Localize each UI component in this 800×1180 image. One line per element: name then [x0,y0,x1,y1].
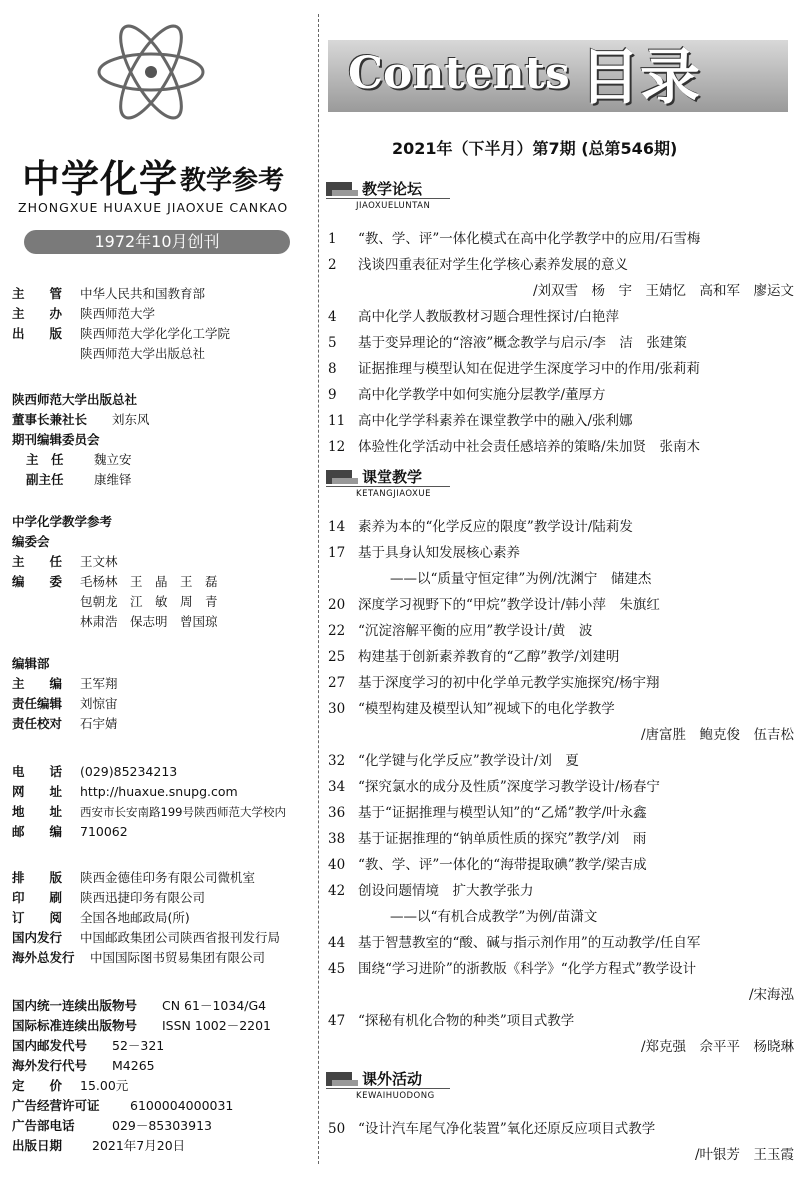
committee-heading: 编委会 [12,534,50,549]
section-pinyin: KETANGJIAOXUE [356,489,431,499]
price-label: 定 价 [12,1078,63,1093]
info-label: 出 版 [12,326,63,341]
code-value: CN 61－1034/G4 [162,998,267,1013]
committee-chair-label: 主 任 [12,554,63,569]
journal-subtitle: 教学参考 [180,166,285,196]
info-value: 陕西师范大学化学化工学院 [80,326,231,341]
toc-entry[interactable] [328,278,794,304]
toc-entry[interactable] [328,304,794,330]
codes-info [12,996,271,1156]
publish-date: 2021年7月20日 [92,1138,186,1153]
toc-entry[interactable] [328,1142,794,1168]
production-info [12,868,280,968]
toc-title: 高中化学人教版教材习题合理性探讨/白艳萍 [358,309,620,325]
info-value: 陕西师范大学出版总社 [80,346,206,361]
code-label: 国内统一连续出版物号 [12,998,138,1013]
toc-title: 基于变异理论的“溶液”概念教学与启示/李 洁 张建策 [358,335,687,351]
toc-title: 基于“证据推理与模型认知”的“乙烯”教学/叶永鑫 [358,805,647,821]
toc-page-number: 25 [328,649,346,665]
toc-entry[interactable] [328,644,794,670]
press-info [12,390,150,490]
toc-page-number: 47 [328,1013,346,1029]
editorial-info [12,654,118,734]
info-label: 主 管 [12,286,63,301]
production-label: 订 阅 [12,910,63,925]
toc-title: “沉淀溶解平衡的应用”教学设计/黄 波 [358,623,593,639]
contents-title-cn: 目录 [580,43,700,113]
vice-director-name: 康维铎 [94,472,132,487]
toc-title: 基于证据推理的“钠单质性质的探究”教学/刘 雨 [358,831,647,847]
toc-entry[interactable] [328,356,794,382]
members-line: 毛杨林 王 晶 王 磊 [80,574,218,589]
section-underline [326,198,450,199]
toc-page-number: 11 [328,413,346,429]
section-header [326,178,446,218]
toc-authors: /宋海泓 [748,987,794,1003]
editorial-value: 刘惊宙 [80,696,118,711]
toc-page-number: 8 [328,361,337,377]
production-label: 国内发行 [12,930,63,945]
chairman-label: 董事长兼社长 [12,412,88,427]
toc-entry[interactable] [328,696,794,722]
press-heading: 陕西师范大学出版总社 [12,392,138,407]
journal-logo-text: 中学化学 [22,156,179,201]
code-label: 广告部电话 [12,1118,75,1133]
price-value: 15.00元 [80,1078,129,1093]
toc-page-number: 14 [328,519,346,535]
toc-page-number: 38 [328,831,346,847]
toc-title: 深度学习视野下的“甲烷”教学设计/韩小萍 朱旗红 [358,597,660,613]
code-value: 6100004000031 [130,1098,234,1113]
toc-page-number: 9 [328,387,337,403]
toc-entry[interactable] [328,330,794,356]
toc-entry[interactable] [328,1034,794,1060]
toc-entry[interactable] [328,722,794,748]
production-value: 中国邮政集团公司陕西省报刊发行局 [80,930,281,945]
toc-page-number: 45 [328,961,346,977]
toc-title: 围绕“学习进阶”的浙教版《科学》“化学方程式”教学设计 [358,961,697,977]
section-underline [326,486,450,487]
toc-authors: /刘双雪 杨 宇 王婧忆 高和军 廖运文 [532,283,794,299]
toc-title: “模型构建及模型认知”视域下的电化学教学 [358,701,615,717]
toc-page-number: 36 [328,805,346,821]
committee-info [12,512,218,632]
production-value: 全国各地邮政局(所) [80,910,190,925]
toc-page-number: 20 [328,597,346,613]
editorial-label: 主 编 [12,676,63,691]
contents-title-en: Contents [348,48,570,99]
toc-title: 素养为本的“化学反应的限度”教学设计/陆莉发 [358,519,633,535]
production-value: 陕西金德佳印务有限公司微机室 [80,870,256,885]
address-value: 西安市长安南路199号陕西师范大学校内 [80,805,286,819]
toc-entry[interactable] [328,1116,794,1142]
contact-info [12,762,286,842]
postcode-value: 710062 [80,824,128,839]
founded-badge: 1972年10月创刊 [24,230,290,254]
toc-page-number: 4 [328,309,337,325]
toc-entry[interactable] [328,930,794,956]
code-label: 国际标准连续出版物号 [12,1018,138,1033]
editorial-value: 王军翔 [80,676,118,691]
toc-authors: /唐富胜 鲍克俊 伍吉松 [640,727,794,743]
section-header [326,1068,446,1108]
website-link[interactable]: http://huaxue.snupg.com [80,784,238,799]
toc-page-number: 40 [328,857,346,873]
toc-title: 高中化学学科素养在课堂教学中的融入/张利娜 [358,413,633,429]
left-column [0,0,312,1180]
toc-title: “探究氯水的成分及性质”深度学习教学设计/杨春宁 [358,779,660,795]
contact-label: 邮 编 [12,824,63,839]
info-label [12,344,80,364]
toc-entry[interactable] [328,670,794,696]
toc-page-number: 17 [328,545,346,561]
toc-entry[interactable] [328,800,794,826]
toc-entry[interactable] [328,514,794,540]
contents-column [322,0,794,1180]
toc-entry[interactable] [328,566,794,592]
toc-page-number: 2 [328,257,337,273]
production-label: 排 版 [12,870,63,885]
toc-title: “教、学、评”一体化的“海带提取碘”教学/梁吉成 [358,857,647,873]
journal-pinyin: ZHONGXUE HUAXUE JIAOXUE CANKAO [18,200,289,215]
chairman-name: 刘东风 [112,412,150,427]
toc-title: 体验性化学活动中社会责任感培养的策略/朱加贤 张南木 [358,439,701,455]
phone-value: (029)85234213 [80,764,178,779]
toc-list [328,514,794,1060]
toc-list [328,226,794,460]
committee-chair: 王文林 [80,554,118,569]
toc-entry[interactable] [328,540,794,566]
toc-entry[interactable] [328,852,794,878]
toc-page-number: 42 [328,883,346,899]
members-line: 林肃浩 保志明 曾国琼 [80,614,218,629]
toc-authors: /叶银芳 王玉霞 [694,1147,794,1163]
info-label: 主 办 [12,306,63,321]
section-header [326,466,446,506]
toc-title: 证据推理与模型认知在促进学生深度学习中的作用/张莉莉 [358,361,701,377]
toc-title: 基于智慧教室的“酸、碱与指示剂作用”的互动教学/任自军 [358,935,701,951]
journal-name: 中学化学教学参考 [12,514,113,529]
toc-entry[interactable] [328,878,794,904]
toc-page-number: 27 [328,675,346,691]
editorial-label: 责任校对 [12,716,63,731]
production-label: 印 刷 [12,890,63,905]
toc-authors: /郑克强 佘平平 杨晓琳 [640,1039,794,1055]
editorial-heading: 编辑部 [12,656,50,671]
toc-subtitle: ——以“有机合成教学”为例/苗潇文 [390,909,598,925]
vice-director-label: 副主任 [26,472,64,487]
toc-entry[interactable] [328,408,794,434]
toc-page-number: 50 [328,1121,346,1137]
toc-title: 浅谈四重表征对学生化学核心素养发展的意义 [358,257,628,273]
toc-entry[interactable] [328,904,794,930]
section-marker-icon [332,190,358,196]
column-divider [318,14,319,1164]
toc-title: “探秘有机化合物的种类”项目式教学 [358,1013,575,1029]
toc-page-number: 30 [328,701,346,717]
toc-entry[interactable] [328,826,794,852]
editorial-value: 石宇婧 [80,716,118,731]
publisher-info [12,284,230,364]
production-label: 海外总发行 [12,950,75,965]
info-value: 中华人民共和国教育部 [80,286,206,301]
toc-title: “设计汽车尾气净化装置”氧化还原反应项目式教学 [358,1121,656,1137]
director-name: 魏立安 [94,452,132,467]
toc-entry[interactable] [328,1008,794,1034]
toc-entry[interactable] [328,382,794,408]
contact-label: 网 址 [12,784,63,799]
toc-title: 基于深度学习的初中化学单元教学实施探究/杨宇翔 [358,675,660,691]
contact-label: 地 址 [12,804,63,819]
members-label: 编 委 [12,574,63,589]
toc-subtitle: ——以“质量守恒定律”为例/沈渊宁 储建杰 [390,571,652,587]
code-label: 海外发行代号 [12,1058,88,1073]
members-line: 包朝龙 江 敏 周 青 [80,594,218,609]
toc-title: 基于具身认知发展核心素养 [358,545,520,561]
section-marker-icon [332,1080,358,1086]
toc-page-number: 32 [328,753,346,769]
code-value: ISSN 1002－2201 [162,1018,272,1033]
toc-page-number: 44 [328,935,346,951]
info-value: 陕西师范大学 [80,306,156,321]
toc-entry[interactable] [328,434,794,460]
toc-entry[interactable] [328,982,794,1008]
code-value: 029－85303913 [112,1118,212,1133]
toc-entry[interactable] [328,252,794,278]
toc-entry[interactable] [328,592,794,618]
toc-title: “化学键与化学反应”教学设计/刘 夏 [358,753,579,769]
toc-title: “教、学、评”一体化模式在高中化学教学中的应用/石雪梅 [358,231,701,247]
section-title: 课堂教学 [362,468,423,486]
code-value: 52－321 [112,1038,165,1053]
section-title: 课外活动 [362,1070,423,1088]
editorial-label: 责任编辑 [12,696,63,711]
production-value: 中国国际图书贸易集团有限公司 [90,950,266,965]
section-pinyin: KEWAIHUODONG [356,1091,435,1101]
toc-title: 构建基于创新素养教育的“乙醇”教学/刘建明 [358,649,620,665]
toc-page-number: 34 [328,779,346,795]
code-label: 广告经营许可证 [12,1098,100,1113]
toc-page-number: 5 [328,335,337,351]
code-label: 国内邮发代号 [12,1038,88,1053]
production-value: 陕西迅捷印务有限公司 [80,890,206,905]
contact-label: 电 话 [12,764,63,779]
section-marker-icon [332,478,358,484]
toc-page-number: 1 [328,231,337,247]
section-underline [326,1088,450,1089]
toc-entry[interactable] [328,226,794,252]
section-pinyin: JIAOXUELUNTAN [356,201,431,211]
toc-list [328,1116,794,1168]
date-label: 出版日期 [12,1138,63,1153]
code-value: M4265 [112,1058,155,1073]
director-label: 主 任 [26,452,64,467]
section-title: 教学论坛 [362,180,423,198]
toc-entry[interactable] [328,748,794,774]
board-heading: 期刊编辑委员会 [12,432,100,447]
issue-number: 2021年（下半月）第7期 (总第546期) [392,139,678,158]
toc-page-number: 22 [328,623,346,639]
atom-logo-icon [96,12,206,132]
toc-entry[interactable] [328,774,794,800]
toc-title: 高中化学教学中如何实施分层教学/董厚方 [358,387,606,403]
toc-page-number: 12 [328,439,346,455]
toc-entry[interactable] [328,618,794,644]
toc-title: 创设问题情境 扩大教学张力 [358,883,534,899]
toc-entry[interactable] [328,956,794,982]
